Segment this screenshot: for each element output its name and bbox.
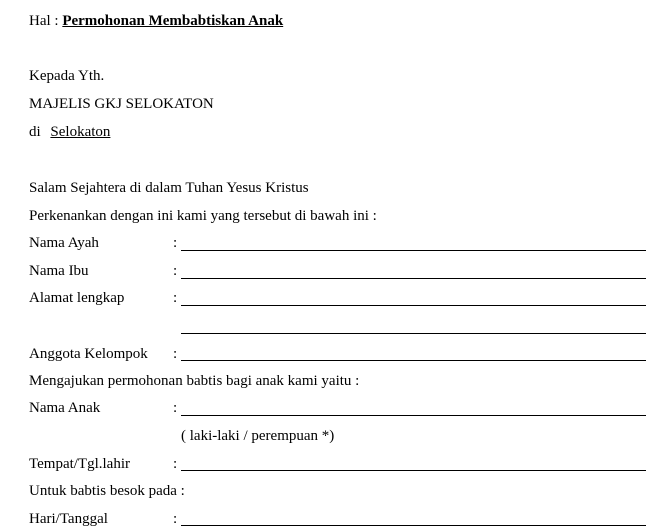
- field-colon: :: [173, 235, 178, 251]
- subject-title: Permohonan Membabtiskan Anak: [62, 13, 284, 29]
- blank-line-alamat-1[interactable]: [181, 305, 646, 306]
- blank-line-nama-anak[interactable]: [181, 415, 646, 416]
- field-label-nama-anak: Nama Anak: [29, 400, 101, 416]
- field-label-anggota-kelompok: Anggota Kelompok: [29, 346, 148, 362]
- subject-line: [29, 12, 283, 30]
- blank-line-alamat-2[interactable]: [181, 333, 646, 334]
- gender-note: ( laki-laki / perempuan *): [181, 428, 335, 444]
- field-label-nama-ayah: Nama Ayah: [29, 235, 99, 251]
- field-colon: :: [173, 400, 178, 416]
- field-label-alamat: Alamat lengkap: [29, 290, 125, 306]
- field-label-hari-tanggal: Hari/Tanggal: [29, 511, 108, 527]
- salutation: Kepada Yth.: [29, 68, 105, 84]
- field-colon: :: [173, 263, 178, 279]
- field-colon: :: [173, 290, 178, 306]
- blank-line-hari-tanggal[interactable]: [181, 525, 646, 526]
- hal-label: Hal :: [29, 13, 59, 29]
- blank-line-nama-ibu[interactable]: [181, 278, 646, 279]
- field-colon: :: [173, 456, 178, 472]
- place-name: Selokaton: [50, 124, 111, 140]
- request-text: Mengajukan permohonan babtis bagi anak kami yaitu :: [29, 373, 360, 389]
- recipient-name: MAJELIS GKJ SELOKATON: [29, 96, 214, 112]
- field-colon: :: [173, 511, 178, 527]
- di-label: di: [29, 124, 41, 140]
- field-label-tempat-tgl-lahir: Tempat/Tgl.lahir: [29, 456, 131, 472]
- blank-line-anggota-kelompok[interactable]: [181, 360, 646, 361]
- recipient-place: [29, 123, 110, 141]
- field-label-nama-ibu: Nama Ibu: [29, 263, 89, 279]
- greeting: Salam Sejahtera di dalam Tuhan Yesus Kristus: [29, 180, 309, 196]
- baptism-text: Untuk babtis besok pada :: [29, 483, 185, 499]
- intro-text: Perkenankan dengan ini kami yang tersebut di bawah ini :: [29, 208, 377, 224]
- field-colon: :: [173, 346, 178, 362]
- blank-line-tempat-tgl-lahir[interactable]: [181, 470, 646, 471]
- blank-line-nama-ayah[interactable]: [181, 250, 646, 251]
